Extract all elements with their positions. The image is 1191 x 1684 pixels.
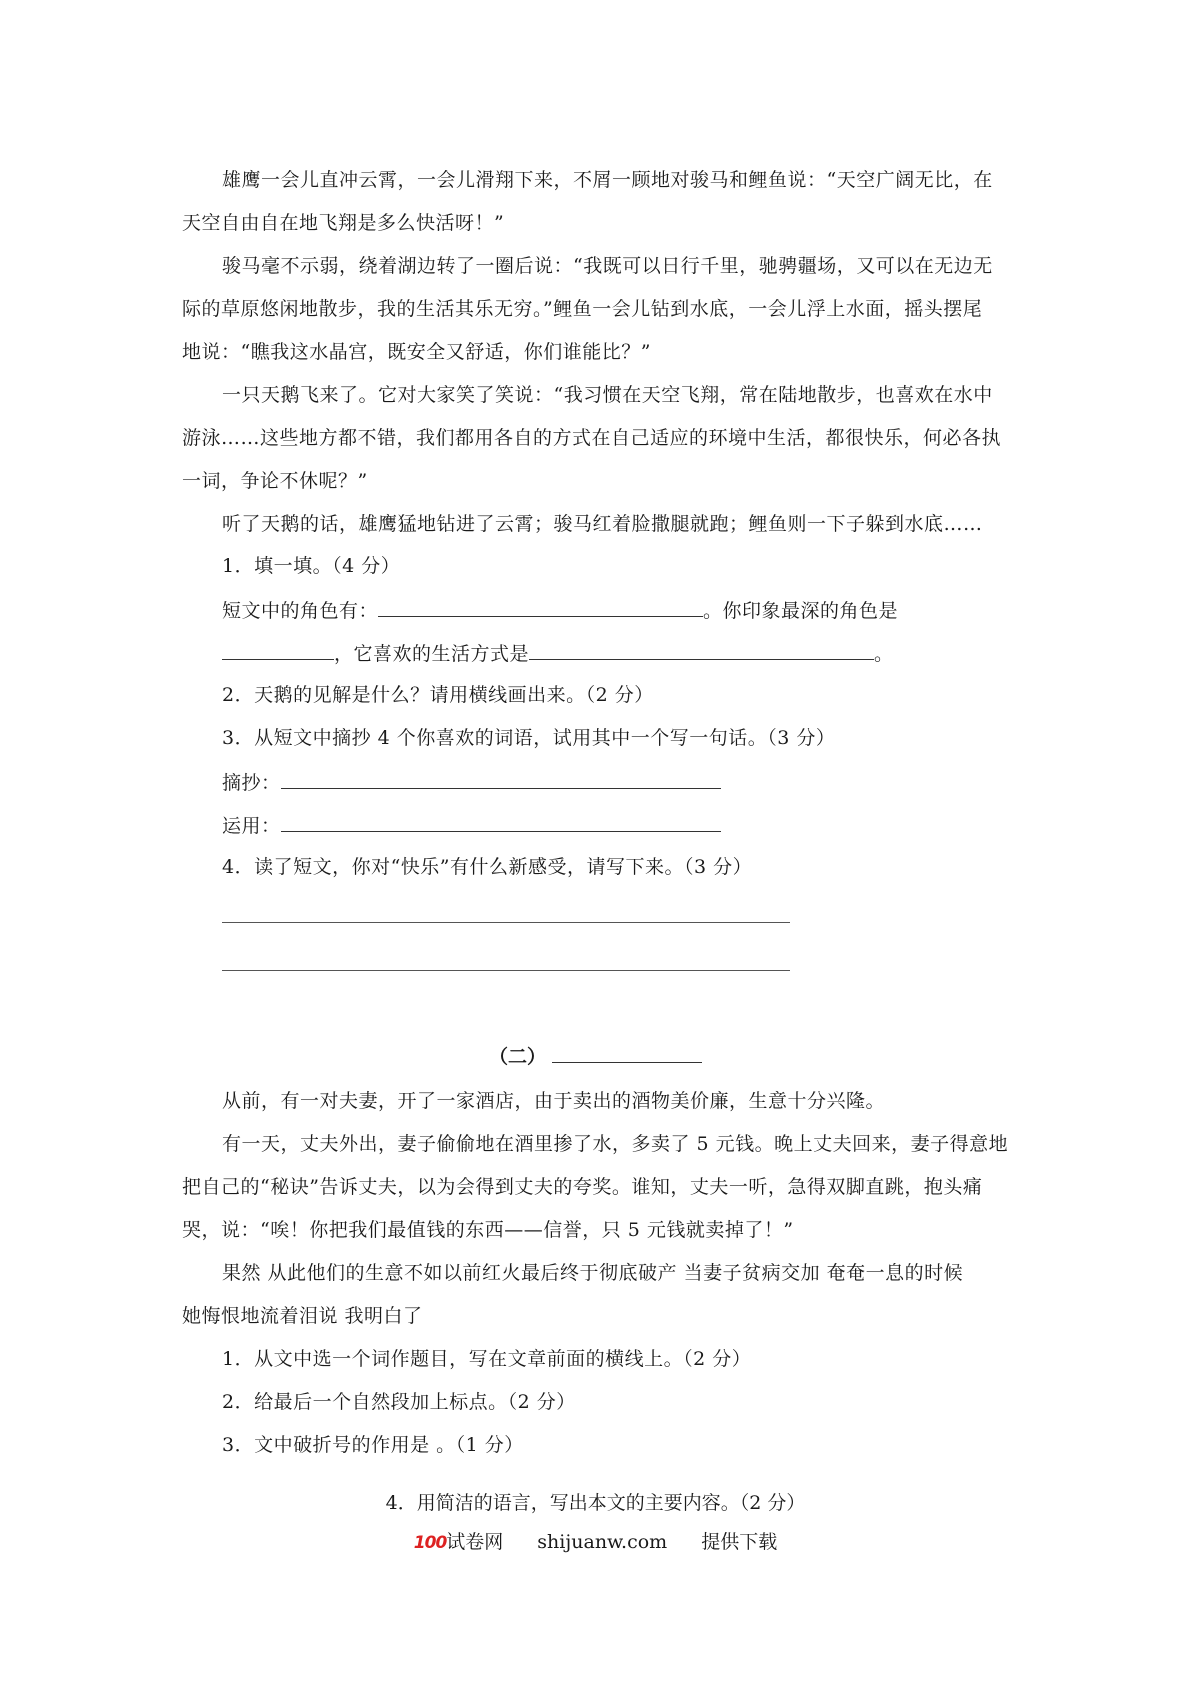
site-domain[interactable]: shijuanw.com — [537, 1531, 668, 1553]
passage2-para1: 从前，有一对夫妻，开了一家酒店，由于卖出的酒物美价廉，生意十分兴隆。 — [222, 1090, 886, 1112]
passage2-para3-line2: 她悔恨地流着泪说 我明白了 — [182, 1305, 423, 1327]
question1-1-mid: ，它喜欢的生活方式是 — [334, 643, 530, 665]
question1-2: 2．天鹅的见解是什么？请用横线画出来。（2 分） — [222, 684, 654, 706]
question1-1-line-b — [222, 639, 1062, 667]
use-label: 运用： — [222, 815, 281, 837]
question1-3-use-line — [222, 811, 1062, 839]
question2-3: 3．文中破折号的作用是 。（1 分） — [222, 1434, 524, 1456]
passage1-para1-line2: 天空自由自在地飞翔是多么快活呀！” — [182, 212, 505, 234]
answer-line-2[interactable] — [222, 970, 790, 971]
section2-label: （二） — [488, 1046, 546, 1068]
question1-1-end: 。 — [874, 643, 894, 665]
footer-note: 提供下载 — [701, 1531, 778, 1553]
characters-answer-blank[interactable] — [378, 596, 703, 617]
passage1-para2-line1: 骏马毫不示弱，绕着湖边转了一圈后说：“我既可以日行千里，驰骋疆场，又可以在无边无 — [222, 255, 993, 277]
passage1-para2-line3: 地说：“瞧我这水晶宫，既安全又舒适，你们谁能比？” — [182, 341, 651, 363]
footer — [0, 1529, 1191, 1556]
copy-answer-blank[interactable] — [281, 768, 721, 789]
passage1-para3-line3: 一词，争论不休呢？” — [182, 470, 368, 492]
question1-1-line-a — [222, 596, 1062, 624]
passage2-para2-line1: 有一天，丈夫外出，妻子偷偷地在酒里掺了水，多卖了 5 元钱。晚上丈夫回来，妻子得意地 — [222, 1133, 1009, 1155]
title-answer-blank[interactable] — [552, 1042, 702, 1063]
copy-label: 摘抄： — [222, 772, 281, 794]
passage1-para1-line1: 雄鹰一会儿直冲云霄，一会儿滑翔下来，不屑一顾地对骏马和鲤鱼说：“天空广阔无比，在 — [222, 169, 993, 191]
passage1-para2-line2: 际的草原悠闲地散步，我的生活其乐无穷。”鲤鱼一会儿钻到水底，一会儿浮上水面，摇头摆尾 — [182, 298, 983, 320]
section2-heading — [0, 1042, 1191, 1070]
passage2-para3-line1: 果然 从此他们的生意不如以前红火最后终于彻底破产 当妻子贫病交加 奄奄一息的时候 — [222, 1262, 964, 1284]
passage1-para4-line1: 听了天鹅的话，雄鹰猛地钻进了云霄；骏马红着脸撒腿就跑；鲤鱼则一下子躲到水底…… — [222, 513, 983, 535]
passage1-para3-line2: 游泳……这些地方都不错，我们都用各自的方式在自己适应的环境中生活，都很快乐，何必各执 — [182, 427, 1002, 449]
question2-2: 2．给最后一个自然段加上标点。（2 分） — [222, 1391, 576, 1413]
answer-line-1[interactable] — [222, 922, 790, 923]
site-name: 试卷网 — [446, 1531, 504, 1553]
question1-3-copy-line — [222, 768, 1062, 796]
question1-3: 3．从短文中摘抄 4 个你喜欢的词语，试用其中一个写一句话。（3 分） — [222, 727, 836, 749]
passage2-para2-line2: 把自己的“秘诀”告诉丈夫，以为会得到丈夫的夸奖。谁知，丈夫一听，急得双脚直跳，抱头痛 — [182, 1176, 983, 1198]
site-logo: 100 — [413, 1533, 447, 1553]
use-answer-blank[interactable] — [281, 811, 721, 832]
question2-4: 4．用简洁的语言，写出本文的主要内容。（2 分） — [385, 1492, 806, 1514]
question1-4: 4．读了短文，你对“快乐”有什么新感受，请写下来。（3 分） — [222, 856, 753, 878]
passage2-para2-line3: 哭，说：“唉！你把我们最值钱的东西——信誉，只 5 元钱就卖掉了！” — [182, 1219, 794, 1241]
question1-1-prefix: 短文中的角色有： — [222, 600, 379, 622]
question2-1: 1．从文中选一个词作题目，写在文章前面的横线上。（2 分） — [222, 1348, 752, 1370]
question1-1-suffix: 。你印象最深的角色是 — [703, 600, 899, 622]
passage1-para3-line1: 一只天鹅飞来了。它对大家笑了笑说：“我习惯在天空飞翔，常在陆地散步，也喜欢在水中 — [222, 384, 993, 406]
favorite-role-blank[interactable] — [222, 639, 334, 660]
question1-1: 1．填一填。（4 分） — [222, 555, 401, 577]
lifestyle-blank[interactable] — [529, 639, 874, 660]
